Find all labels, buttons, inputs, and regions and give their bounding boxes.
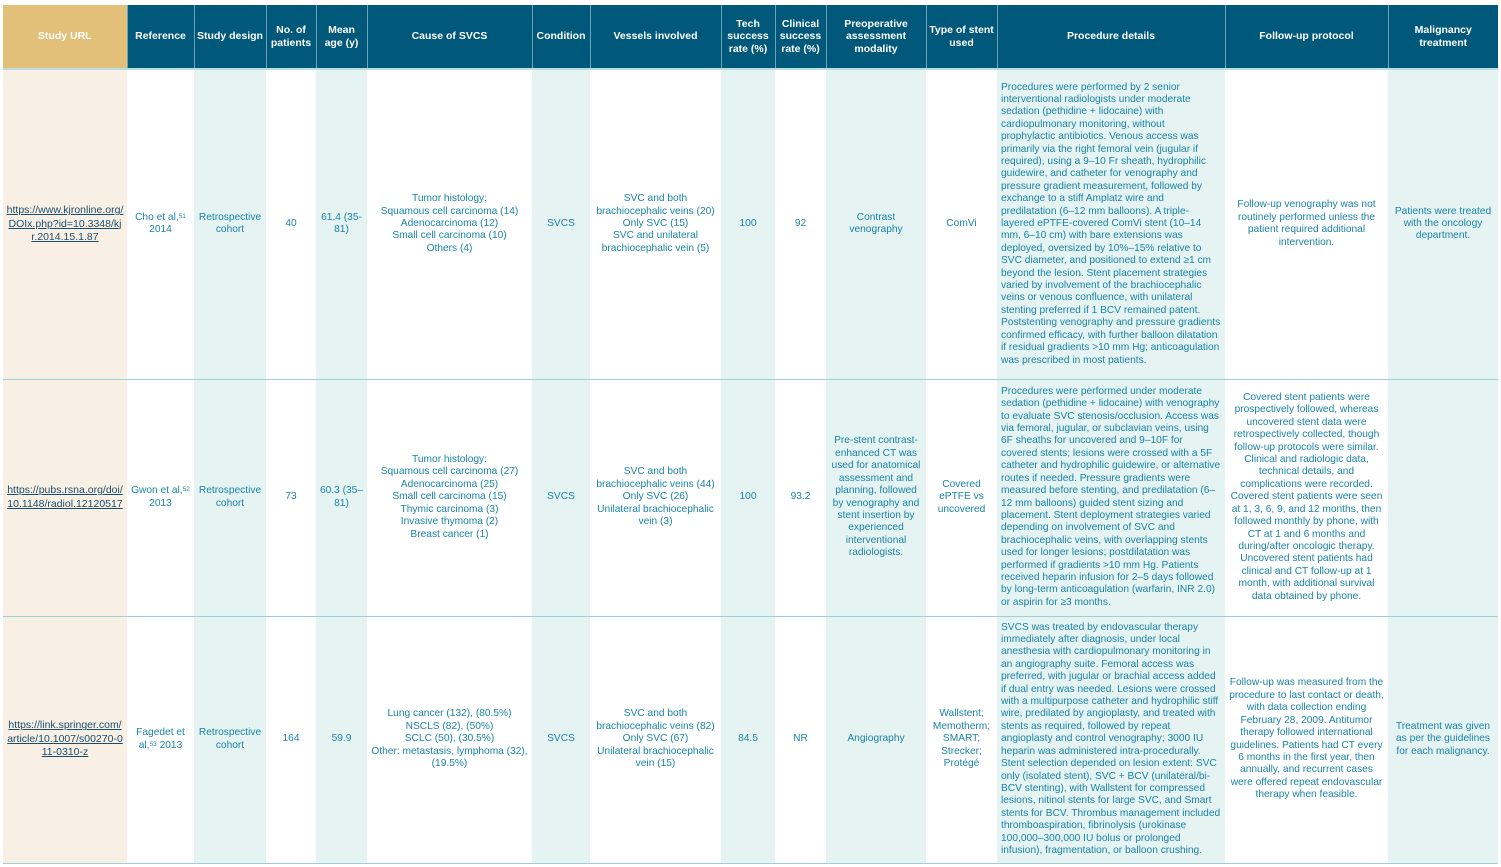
header-type-of-stent: Type of stent used [926, 5, 997, 69]
cause-of-svcs-line: Tumor histology: [412, 193, 487, 205]
reference-number: 53 [149, 740, 157, 748]
cell-type-of-stent [926, 69, 997, 379]
cell-malignancy-treatment [1388, 616, 1498, 863]
cell-procedure-details [997, 69, 1225, 379]
cell-mean-age [316, 69, 367, 379]
cell-follow-up-protocol [1225, 379, 1388, 616]
cell-follow-up-protocol [1225, 69, 1388, 379]
cause-of-svcs-line: SCLC (50), (30.5%) [404, 733, 495, 745]
cause-of-svcs-line: Breast cancer (1) [410, 528, 489, 540]
cell-study-url [3, 616, 127, 863]
procedure-details-text: Procedures were performed by 2 senior interventional radiologists under moderate sedation (pethidine + lidocaine) with cardiopulmonary monitoring, without prophylactic antibiotics. Venous access was primarily via the right femoral vein (jugular if required), using a 9–10 Fr sheath, hydrophilic guidewire, and catheter for venography and pressure gradient measurement, followed by exchange to a stiff Amplatz wire and predilatation (6–12 mm balloons). A triple-layered ePTFE-covered ComVi stent (10–14 mm, 6–10 cm) with bare extensions was deployed, oversized by 10%–15% relative to SVC diameter, and positioned to extend ≥1 cm beyond the lesion. Stent placement strategies varied by involvement of the brachiocephalic veins or venous confluence, with unilateral stenting preferred if 1 BCV remained patent. Poststenting venography and pressure gradients confirmed efficacy, with further balloon dilatation if residual gradients >10 mm Hg; anticoagulation was prescribed in most patients. [1001, 81, 1221, 366]
header-follow-up-protocol: Follow-up protocol [1225, 5, 1388, 69]
cause-of-svcs-line: Other: metastasis, lymphoma (32), (19.5%) [371, 745, 528, 770]
cell-cause-of-svcs [367, 616, 532, 863]
cause-of-svcs-line: Squamous cell carcinoma (14) [380, 205, 519, 217]
cause-of-svcs-line: Others (4) [426, 242, 473, 254]
type-of-stent-text: Wallstent; Memotherm; SMART; Strecker; Protégé [932, 708, 991, 770]
vessels-involved-line: SVC and both brachiocephalic veins (44) [596, 466, 715, 490]
cell-reference [127, 69, 194, 379]
vessels-involved-line: SVC and both brachiocephalic veins (20) [596, 193, 715, 217]
condition-text: SVCS [547, 733, 575, 745]
cell-no-of-patients [266, 379, 316, 616]
mean-age-text: 61.4 (35-81) [321, 211, 362, 236]
header-condition: Condition [532, 5, 590, 69]
header-no-of-patients: No. of patients [266, 5, 316, 69]
cell-study-design [194, 379, 266, 616]
header-preoperative-assessment: Preoperative assessment modality [826, 5, 926, 69]
reference-year: 2013 [159, 739, 183, 751]
procedure-details-text: Procedures were performed under moderate sedation (pethidine + lidocaine) with venography to evaluate SVC stenosis/occlusion. Access was via femoral, jugular, or subclavian veins, using 6F sheaths for uncovered and 9–10F for covered stents; lesions were crossed with a 5F catheter and hydrophilic guidewire, or alternative routes if needed. Pressure gradients were measured before stenting, and predilatation (6–12 mm balloons) guided stent sizing and placement. Stent deployment strategies varied depending on involvement of SVC and brachiocephalic veins, with overlapping stents used for longer lesions; postdilatation was performed if gradients >10 mm Hg. Patients received heparin infusion for 2–5 days followed by long-term anticoagulation (warfarin, INR 2.0) or aspirin for ≥3 months. [1001, 385, 1221, 608]
type-of-stent-text: ComVi [946, 218, 977, 230]
cell-vessels-involved [590, 616, 721, 863]
tech-success-rate-text: 84.5 [738, 733, 758, 745]
cell-preoperative-assessment [826, 616, 926, 863]
header-mean-age: Mean age (y) [316, 5, 367, 69]
study-url-link[interactable]: https://pubs.rsna.org/doi/10.1148/radiol.12120517 [7, 484, 123, 510]
study-design-text: Retrospective cohort [198, 211, 262, 236]
cause-of-svcs-line: Adenocarcinoma (25) [400, 478, 499, 490]
clinical-success-rate-text: 93.2 [790, 491, 811, 503]
condition-text: SVCS [547, 491, 575, 503]
cell-mean-age [316, 616, 367, 863]
cell-tech-success-rate [721, 616, 775, 863]
preoperative-assessment-text: Contrast venography [849, 211, 903, 236]
cause-of-svcs-line: Thymic carcinoma (3) [400, 503, 499, 515]
cause-of-svcs-line: NSCLS (82), (50%) [405, 720, 494, 732]
header-study-design: Study design [194, 5, 266, 69]
header-row [3, 5, 1498, 69]
cell-tech-success-rate [721, 379, 775, 616]
cell-clinical-success-rate [775, 379, 826, 616]
cell-type-of-stent [926, 379, 997, 616]
vessels-involved-line: Unilateral brachiocephalic vein (15) [597, 745, 714, 770]
vessels-involved-line: Only SVC (15) [622, 218, 689, 230]
cell-procedure-details [997, 379, 1225, 616]
header-procedure-details: Procedure details [997, 5, 1225, 69]
header-clinical-success-rate: Clinical success rate (%) [775, 5, 826, 69]
header-vessels-involved: Vessels involved [590, 5, 721, 69]
cause-of-svcs-line: Lung cancer (132), (80.5%) [387, 708, 512, 720]
cause-of-svcs-line: Tumor histology: [412, 454, 487, 466]
cell-cause-of-svcs [367, 379, 532, 616]
vessels-involved-line: Only SVC (26) [622, 491, 689, 503]
procedure-details-text: SVCS was treated by endovascular therapy immediately after diagnosis, under local anesthesia with cardiopulmonary monitoring in an angiography suite. Femoral access was preferred, with jugular or brachial access added if dual entry was needed. Lesions were crossed with a multipurpose catheter and hydrophilic stiff wire, predilated by angioplasty, and treated with stents as required, followed by repeat angioplasty and control venography; 3000 IU heparin was administered intra-procedurally. Stent selection depended on lesion extent: SVC only (isolated stent), SVC + BCV (unilateral/bi-BCV stenting), with Wallstent for compressed lesions, nitinol stents for large SVC, and Smart stents for BCV. Thrombus management included thromboaspiration, fibrinolysis (urokinase 100,000–300,000 IU bolus or prolonged infusion), fragmentation, or balloon crushing. [1001, 621, 1221, 856]
cell-condition [532, 616, 590, 863]
table-row [3, 379, 1498, 616]
preoperative-assessment-text: Angiography [847, 733, 905, 745]
cell-mean-age [316, 379, 367, 616]
vessels-involved-line: Unilateral brachiocephalic vein (3) [597, 503, 714, 528]
cell-study-url [3, 69, 127, 379]
cell-vessels-involved [590, 379, 721, 616]
cell-preoperative-assessment [826, 69, 926, 379]
cell-cause-of-svcs [367, 69, 532, 379]
clinical-success-rate-text: 92 [794, 218, 807, 230]
study-design-text: Retrospective cohort [198, 727, 262, 751]
reference-year: 2013 [149, 497, 172, 509]
malignancy-treatment-text: Treatment was given as per the guidelines for each malignancy. [1395, 720, 1491, 757]
no-of-patients-text: 40 [285, 218, 297, 230]
tech-success-rate-text: 100 [739, 491, 757, 503]
header-malignancy-treatment: Malignancy treatment [1388, 5, 1498, 69]
cell-vessels-involved [590, 69, 721, 379]
type-of-stent-text: Covered ePTFE vs uncovered [937, 478, 986, 515]
cause-of-svcs-line: Small cell carcinoma (10) [392, 230, 507, 242]
reference-author: Cho et al, [135, 211, 179, 223]
clinical-success-rate-text: NR [793, 733, 808, 745]
cell-study-url [3, 379, 127, 616]
cell-clinical-success-rate [775, 616, 826, 863]
cell-tech-success-rate [721, 69, 775, 379]
follow-up-protocol-text: Follow-up venography was not routinely performed unless the patient required additional intervention. [1237, 199, 1376, 248]
condition-text: SVCS [547, 218, 575, 230]
study-url-link[interactable]: https://www.kjronline.org/DOIx.php?id=10.3348/kjr.2014.15.1.87 [6, 204, 124, 243]
cell-condition [532, 379, 590, 616]
reference-number: 51 [178, 212, 186, 220]
cause-of-svcs-line: Invasive thymoma (2) [400, 516, 499, 528]
vessels-involved-line: Only SVC (67) [622, 733, 689, 745]
cell-no-of-patients [266, 69, 316, 379]
header-study-url: Study URL [3, 5, 127, 69]
follow-up-protocol-text: Covered stent patients were prospectively followed, whereas uncovered stent data were retrospectively collected, though follow-up protocols were similar. Clinical and radiologic data, technical details, and complications were recorded. Covered stent patients were seen at 1, 3, 6, 9, and 12 months, then followed monthly by phone, with CT at 1 and 6 months and during/after oncologic therapy. Uncovered stent patients had clinical and CT follow-up at 1 month, with additional survival data obtained by phone. [1230, 392, 1383, 602]
header-tech-success-rate: Tech success rate (%) [721, 5, 775, 69]
preoperative-assessment-text: Pre-stent contrast-enhanced CT was used for anatomical assessment and planning, followed by venography and stent insertion by experienced interventional radiologists. [831, 435, 921, 559]
svcs-studies-table [3, 5, 1498, 864]
cell-malignancy-treatment [1388, 379, 1498, 616]
cell-preoperative-assessment [826, 379, 926, 616]
vessels-involved-line: SVC and unilateral brachiocephalic vein (5) [601, 230, 710, 254]
header-cause-of-svcs: Cause of SVCS [367, 5, 532, 69]
cell-follow-up-protocol [1225, 616, 1388, 863]
cell-malignancy-treatment [1388, 69, 1498, 379]
header-reference: Reference [127, 5, 194, 69]
reference-number: 52 [182, 486, 190, 494]
cause-of-svcs-line: Adenocarcinoma (12) [400, 218, 499, 230]
reference-author: Gwon et al, [131, 485, 183, 497]
no-of-patients-text: 73 [285, 491, 297, 503]
mean-age-text: 60.3 (35–81) [319, 485, 364, 509]
vessels-involved-line: SVC and both brachiocephalic veins (82) [596, 708, 715, 732]
cell-reference [127, 616, 194, 863]
reference-author: Fagedet et al, [136, 727, 185, 751]
malignancy-treatment-text: Patients were treated with the oncology department. [1394, 205, 1492, 242]
cause-of-svcs-line: Squamous cell carcinoma (27) [380, 466, 519, 478]
tech-success-rate-text: 100 [739, 218, 757, 230]
cell-no-of-patients [266, 616, 316, 863]
table-row [3, 616, 1498, 863]
cell-study-design [194, 69, 266, 379]
study-design-text: Retrospective cohort [198, 485, 262, 509]
cell-clinical-success-rate [775, 69, 826, 379]
follow-up-protocol-text: Follow-up was measured from the procedure to last contact or death, with data collection ending February 28, 2009. Antitumor therapy followed international guidelines. Patients had CT every 6 months in the first year, then annually, and recurrent cases were offered repeat endovascular therapy when feasible. [1229, 677, 1384, 801]
cell-procedure-details [997, 616, 1225, 863]
no-of-patients-text: 164 [282, 733, 300, 745]
table-row [3, 69, 1498, 379]
cell-type-of-stent [926, 616, 997, 863]
cell-study-design [194, 616, 266, 863]
study-url-link[interactable]: https://link.springer.com/article/10.1007/s00270-011-0310-z [7, 719, 123, 759]
reference-year: 2014 [149, 224, 172, 236]
mean-age-text: 59.9 [331, 733, 352, 745]
cause-of-svcs-line: Small cell carcinoma (15) [392, 491, 507, 503]
cell-reference [127, 379, 194, 616]
cell-condition [532, 69, 590, 379]
